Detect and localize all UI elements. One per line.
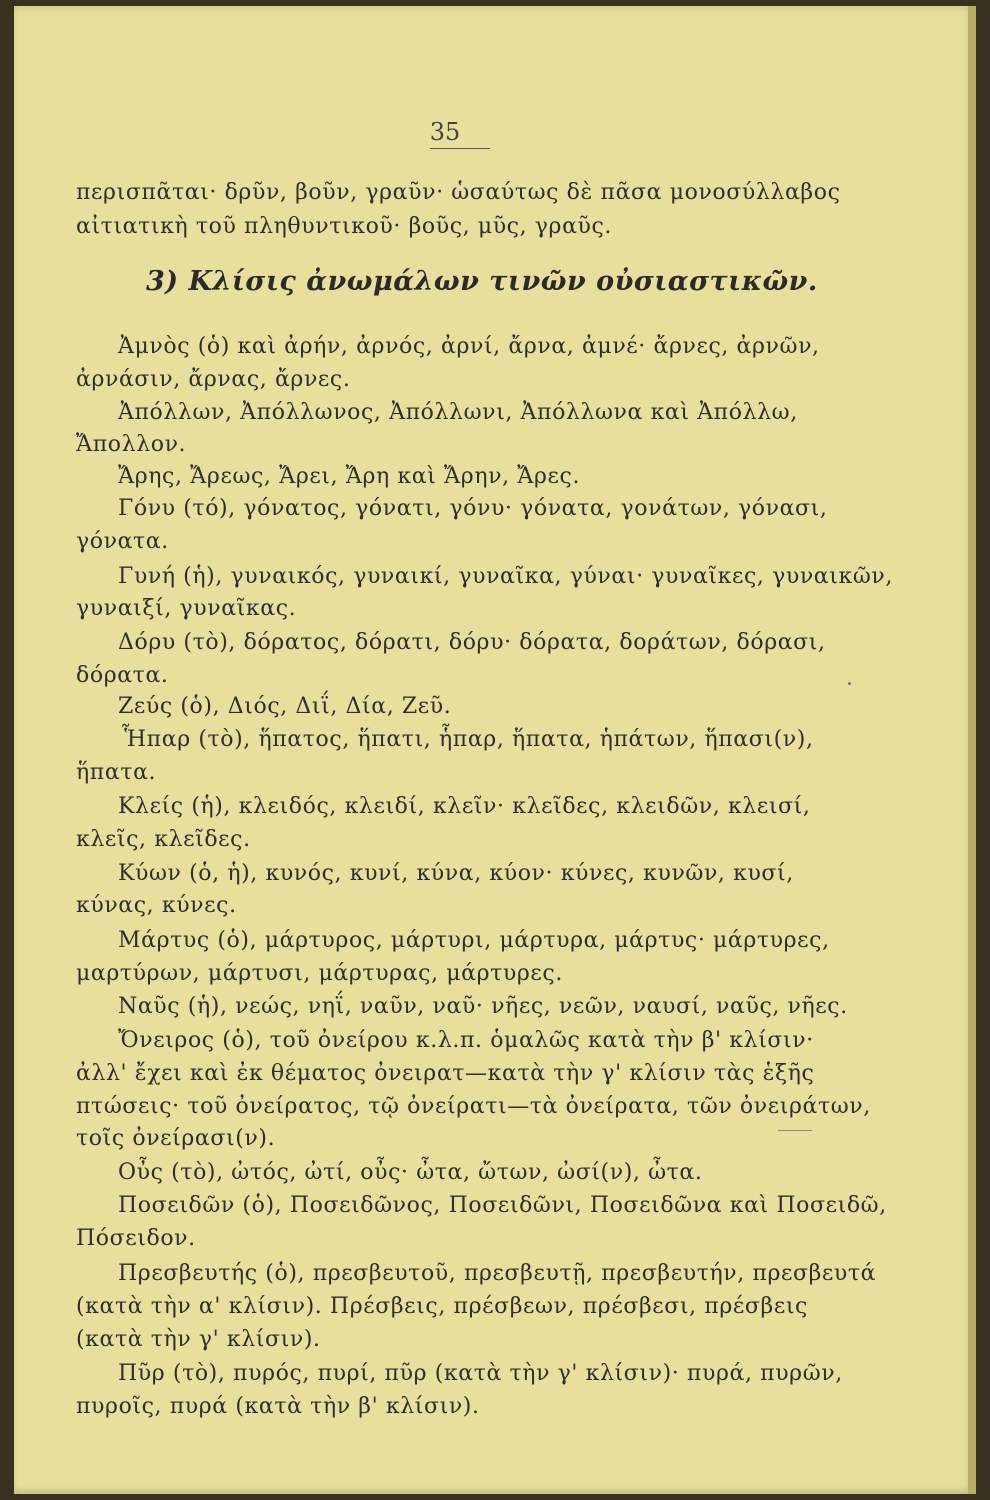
text-line: Γυνή (ἡ), γυναικός, γυναικί, γυναῖκα, γύναι· γυναῖκες, γυναικῶν, — [118, 564, 893, 589]
text-line: Ἀπόλλων, Ἀπόλλωνος, Ἀπόλλωνι, Ἀπόλλωνα καὶ Ἀπόλλω, — [118, 400, 798, 425]
text-line: πυροῖς, πυρά (κατὰ τὴν β' κλίσιν). — [76, 1394, 480, 1419]
text-line: Πόσειδον. — [76, 1226, 196, 1251]
text-line: Γόνυ (τό), γόνατος, γόνατι, γόνυ· γόνατα, γονάτων, γόνασι, — [118, 496, 828, 521]
page-edge — [968, 6, 976, 1494]
text-line: τοῖς ὀνείρασι(ν). — [76, 1126, 276, 1151]
text-line: Μάρτυς (ὁ), μάρτυρος, μάρτυρι, μάρτυρα, μάρτυς· μάρτυρες, — [118, 928, 830, 953]
text-line: κύνας, κύνες. — [76, 893, 237, 918]
text-line: Κύων (ὁ, ἡ), κυνός, κυνί, κύνα, κύον· κύνες, κυνῶν, κυσί, — [118, 861, 794, 886]
speck — [848, 682, 851, 685]
text-line: ἀλλ' ἔχει καὶ ἐκ θέματος ὀνειρατ—κατὰ τὴν γ' κλίσιν τὰς ἑξῆς — [76, 1061, 815, 1086]
text-line: (κατὰ τὴν γ' κλίσιν). — [76, 1327, 321, 1352]
text-line: Ὄνειρος (ὁ), τοῦ ὀνείρου κ.λ.π. ὁμαλῶς κατὰ τὴν β' κλίσιν· — [118, 1028, 814, 1053]
text-line: Ναῦς (ἡ), νεώς, νηΐ, ναῦν, ναῦ· νῆες, νεῶν, ναυσί, ναῦς, νῆες. — [118, 994, 848, 1019]
text-line: Ἧπαρ (τὸ), ἥπατος, ἥπατι, ἧπαρ, ἥπατα, ἡπάτων, ἥπασι(ν), — [122, 727, 814, 752]
text-line: Δόρυ (τὸ), δόρατος, δόρατι, δόρυ· δόρατα, δοράτων, δόρασι, — [118, 630, 826, 655]
text-line: Πρεσβευτής (ὁ), πρεσβευτοῦ, πρεσβευτῇ, πρεσβευτήν, πρεσβευτά — [118, 1261, 877, 1286]
text-line: πτώσεις· τοῦ ὀνείρατος, τῷ ὀνείρατι—τὰ ὀνείρατα, τῶν ὀνειράτων, — [76, 1094, 871, 1119]
text-line: Ζεύς (ὁ), Διός, Διΐ, Δία, Ζεῦ. — [118, 694, 452, 719]
text-line: Ἀμνὸς (ὁ) καὶ ἀρήν, ἀρνός, ἀρνί, ἄρνα, ἀμνέ· ἄρνες, ἀρνῶν, — [118, 334, 820, 359]
text-line: Πῦρ (τὸ), πυρός, πυρί, πῦρ (κατὰ τὴν γ' κλίσιν)· πυρά, πυρῶν, — [118, 1361, 843, 1386]
text-line: ἀρνάσιν, ἄρνας, ἄρνες. — [76, 367, 351, 392]
text-line: περισπᾶται· δρῦν, βοῦν, γραῦν· ὡσαύτως δὲ πᾶσα μονοσύλλαβος — [76, 180, 841, 205]
section-heading: 3) Κλίσις ἀνωμάλων τινῶν οὐσιαστικῶν. — [146, 266, 818, 297]
text-line: Ἄρης, Ἄρεως, Ἄρει, Ἄρη καὶ Ἄρην, Ἄρες. — [118, 464, 581, 489]
text-line: (κατὰ τὴν α' κλίσιν). Πρέσβεις, πρέσβεων, πρέσβεσι, πρέσβεις — [76, 1294, 808, 1319]
text-line: δόρατα. — [76, 663, 169, 688]
text-line: Κλείς (ἡ), κλειδός, κλειδί, κλεῖν· κλεῖδες, κλειδῶν, κλεισί, — [118, 794, 811, 819]
text-line: μαρτύρων, μάρτυσι, μάρτυρας, μάρτυρες. — [76, 961, 563, 986]
text-line: αἰτιατικὴ τοῦ πληθυντικοῦ· βοῦς, μῦς, γραῦς. — [76, 214, 613, 239]
text-line: ἥπατα. — [76, 760, 157, 785]
text-line: κλεῖς, κλεῖδες. — [76, 827, 251, 852]
page-number-rule — [430, 148, 490, 149]
text-line: Οὖς (τὸ), ὠτός, ὠτί, οὖς· ὦτα, ὤτων, ὠσί(ν), ὦτα. — [118, 1160, 703, 1185]
text-line: γυναιξί, γυναῖκας. — [76, 596, 297, 621]
margin-mark — [778, 1130, 812, 1131]
page-number: 35 — [429, 118, 461, 146]
text-line: Ποσειδῶν (ὁ), Ποσειδῶνος, Ποσειδῶνι, Ποσειδῶνα καὶ Ποσειδῶ, — [118, 1193, 887, 1218]
text-line: γόνατα. — [76, 529, 169, 554]
text-line: Ἄπολλον. — [76, 432, 187, 457]
